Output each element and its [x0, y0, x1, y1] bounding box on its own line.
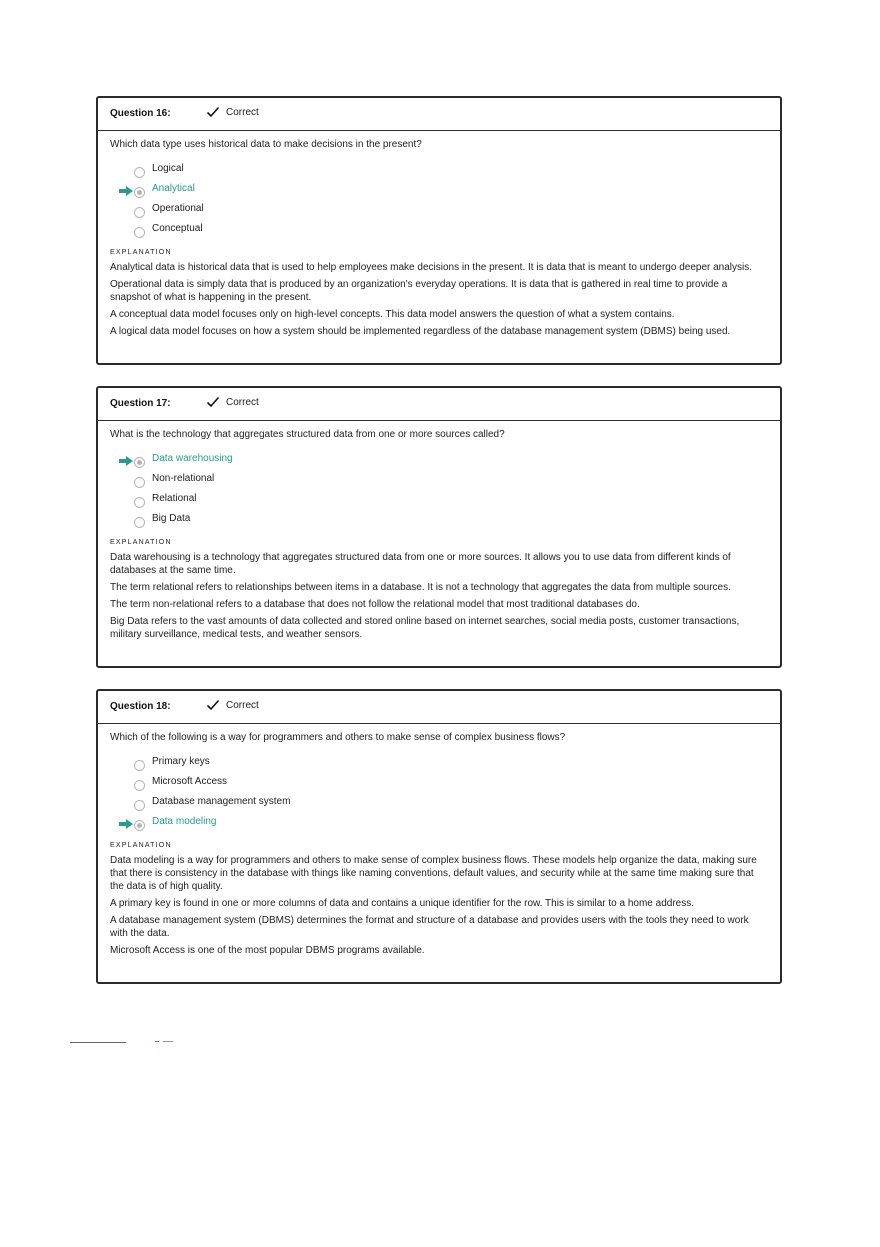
question-header: [98, 388, 780, 421]
option-label: Data modeling: [152, 816, 217, 827]
radio-button[interactable]: [134, 457, 145, 468]
question-number: Question 16:: [110, 108, 171, 119]
explanation-paragraph: Operational data is simply data that is produced by an organization's everyday operations. It is data that is gathered in real time to provide a snapshot of what is happening in the present.: [110, 279, 728, 303]
answer-option[interactable]: [110, 223, 768, 243]
explanation-paragraph: A database management system (DBMS) determines the format and structure of a database and provides users with the tools they need to work with the data.: [110, 915, 749, 939]
footer-divider: [70, 1042, 126, 1043]
question-card-16: [96, 96, 782, 365]
answer-option[interactable]: [110, 493, 768, 513]
right-arrow-icon: [119, 186, 133, 196]
radio-button[interactable]: [134, 477, 145, 488]
status-text: Correct: [226, 396, 259, 408]
question-number: Question 17:: [110, 398, 171, 409]
answer-option[interactable]: [110, 756, 768, 776]
explanation: [110, 854, 768, 957]
explanation-title: EXPLANATION: [110, 842, 172, 849]
radio-button[interactable]: [134, 820, 145, 831]
answer-option[interactable]: [110, 513, 768, 533]
question-card-17: [96, 386, 782, 668]
checkmark-icon: [206, 106, 220, 118]
status-text: Correct: [226, 699, 259, 711]
answer-option[interactable]: [110, 473, 768, 493]
option-label: Logical: [152, 163, 184, 174]
answer-option-selected[interactable]: [110, 816, 768, 836]
explanation-title: EXPLANATION: [110, 249, 172, 256]
question-text: Which data type uses historical data to make decisions in the present?: [110, 139, 422, 150]
radio-button[interactable]: [134, 187, 145, 198]
explanation-paragraph: The term non-relational refers to a database that does not follow the relational model that most traditional databases do.: [110, 599, 640, 610]
question-body: [98, 724, 780, 957]
question-text: Which of the following is a way for programmers and others to make sense of complex business flows?: [110, 732, 566, 743]
answer-option[interactable]: [110, 203, 768, 223]
explanation-paragraph: A conceptual data model focuses only on high-level concepts. This data model answers the question of what a system contains.: [110, 309, 675, 320]
explanation-paragraph: Big Data refers to the vast amounts of data collected and stored online based on internet searches, social media posts, customer transactions, military surveillance, medical tests, and weather sensors.: [110, 616, 740, 640]
status-text: Correct: [226, 106, 259, 118]
status-badge: [206, 106, 259, 118]
option-label: Primary keys: [152, 756, 210, 767]
question-number: Question 18:: [110, 701, 171, 712]
question-text: What is the technology that aggregates structured data from one or more sources called?: [110, 429, 505, 440]
option-label: Analytical: [152, 183, 195, 194]
radio-button[interactable]: [134, 227, 145, 238]
question-body: [98, 131, 780, 338]
option-label: Microsoft Access: [152, 776, 228, 787]
question-body: [98, 421, 780, 641]
explanation: [110, 551, 768, 641]
radio-button[interactable]: [134, 207, 145, 218]
answer-option[interactable]: [110, 776, 768, 796]
explanation-paragraph: Microsoft Access is one of the most popular DBMS programs available.: [110, 945, 425, 956]
radio-button[interactable]: [134, 517, 145, 528]
status-badge: [206, 396, 259, 408]
question-header: [98, 98, 780, 131]
checkmark-icon: [206, 396, 220, 408]
explanation-paragraph: A primary key is found in one or more columns of data and contains a unique identifier for the row. This is similar to a home address.: [110, 898, 694, 909]
radio-button[interactable]: [134, 780, 145, 791]
option-label: Big Data: [152, 513, 191, 524]
option-label: Relational: [152, 493, 197, 504]
explanation: [110, 261, 768, 338]
radio-button[interactable]: [134, 800, 145, 811]
option-label: Conceptual: [152, 223, 203, 234]
explanation-paragraph: Data warehousing is a technology that aggregates structured data from one or more sources. It allows you to use data from different kinds of databases at the same time.: [110, 552, 731, 576]
explanation-paragraph: Analytical data is historical data that is used to help employees make decisions in the present. It is data that is meant to undergo deeper analysis.: [110, 262, 753, 273]
radio-button[interactable]: [134, 167, 145, 178]
option-label: Non-relational: [152, 473, 215, 484]
option-label: Data warehousing: [152, 453, 233, 464]
option-label: Database management system: [152, 796, 291, 807]
explanation-paragraph: Data modeling is a way for programmers and others to make sense of complex business flows. These models help organize the data, making sure that there is consistency in the database with things like naming conventions, default values, and security while at the same time making sure that the data is of high quality.: [110, 855, 757, 892]
radio-button[interactable]: [134, 497, 145, 508]
checkmark-icon: [206, 699, 220, 711]
footer-mark: [155, 1040, 175, 1043]
radio-button[interactable]: [134, 760, 145, 771]
option-label: Operational: [152, 203, 204, 214]
status-badge: [206, 699, 259, 711]
answer-option-selected[interactable]: [110, 183, 768, 203]
question-card-18: [96, 689, 782, 984]
answer-option-selected[interactable]: [110, 453, 768, 473]
question-header: [98, 691, 780, 724]
explanation-paragraph: A logical data model focuses on how a system should be implemented regardless of the database management system (DBMS) being used.: [110, 326, 731, 337]
right-arrow-icon: [119, 456, 133, 466]
right-arrow-icon: [119, 819, 133, 829]
answer-option[interactable]: [110, 163, 768, 183]
explanation-paragraph: The term relational refers to relationships between items in a database. It is not a technology that aggregates the data from multiple sources.: [110, 582, 731, 593]
explanation-title: EXPLANATION: [110, 539, 172, 546]
answer-option[interactable]: [110, 796, 768, 816]
